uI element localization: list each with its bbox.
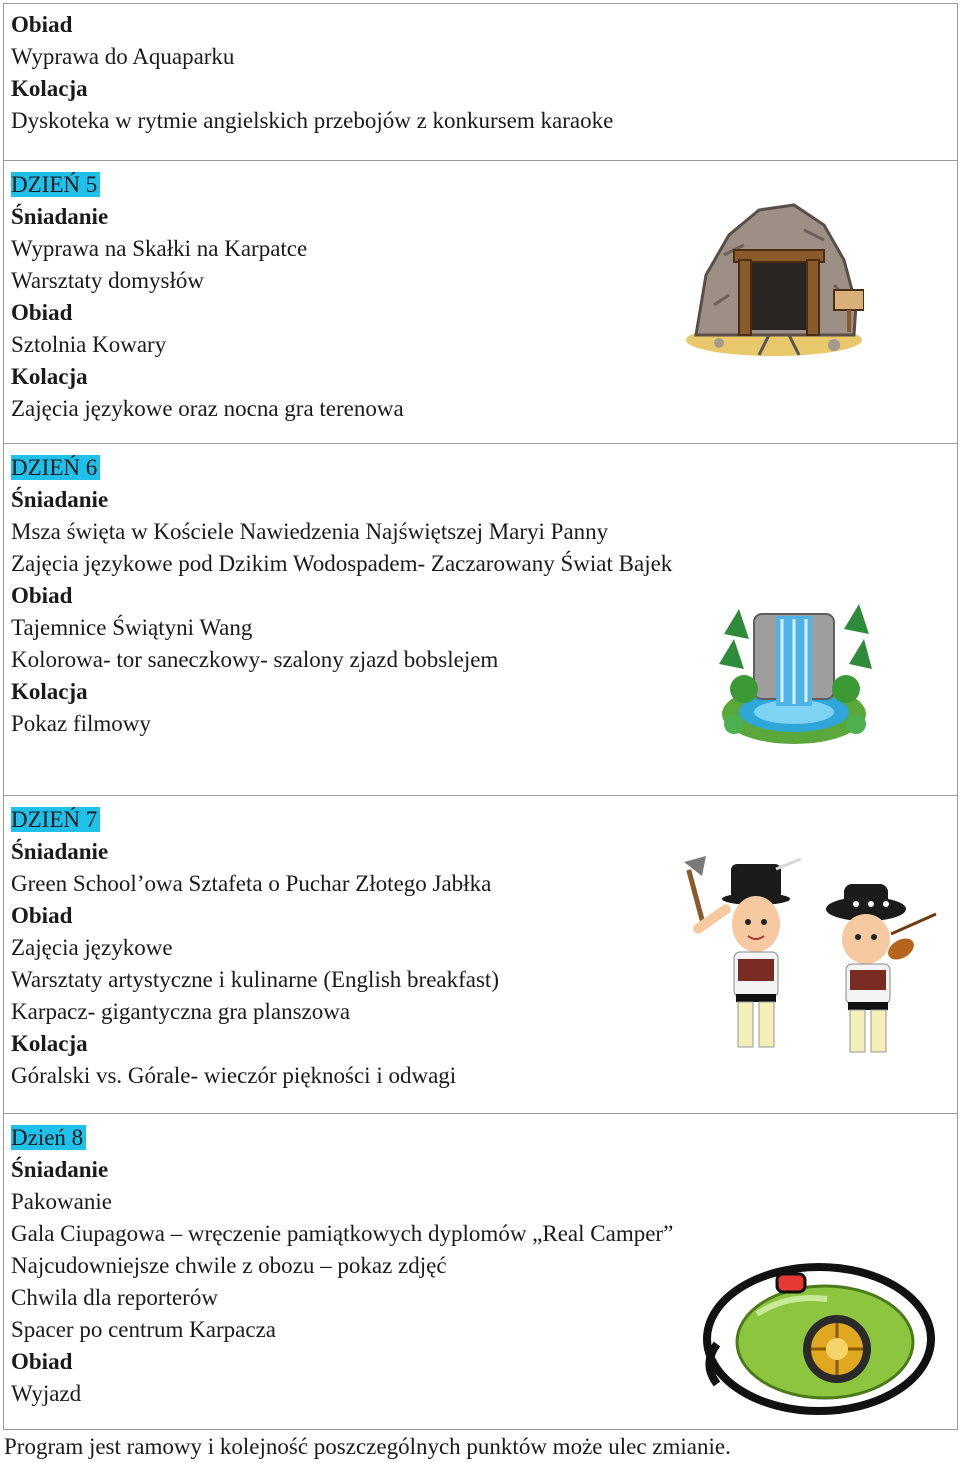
activity-item: Green School’owa Sztafeta o Puchar Złotego Jabłka	[11, 871, 492, 896]
schedule-table	[3, 3, 958, 1430]
activity-item: Gala Ciupagowa – wręczenie pamiątkowych dyplomów „Real Camper”	[11, 1221, 674, 1246]
day8-title: Dzień 8	[11, 1125, 86, 1150]
activity-item: Pokaz filmowy	[11, 711, 151, 736]
activity-item: Sztolnia Kowary	[11, 332, 167, 357]
meal-label: Śniadanie	[11, 1157, 109, 1182]
activity-item: Kolorowa- tor saneczkowy- szalony zjazd bobslejem	[11, 647, 499, 672]
camera-icon	[697, 1254, 942, 1419]
meal-label: Kolacja	[11, 364, 88, 389]
meal-label: Obiad	[11, 300, 73, 325]
activity-item: Karpacz- gigantyczna gra planszowa	[11, 999, 351, 1024]
meal-label: Śniadanie	[11, 839, 109, 864]
day8-cell	[4, 1114, 957, 1429]
activity-item: Wyprawa na Skałki na Karpatce	[11, 236, 308, 261]
day5-title: DZIEŃ 5	[11, 172, 100, 197]
activity-item: Zajęcia językowe oraz nocna gra terenowa	[11, 396, 404, 421]
day-title	[11, 452, 100, 484]
day-title	[11, 1122, 86, 1154]
waterfall-icon	[714, 594, 874, 749]
meal-label: Kolacja	[11, 679, 88, 704]
activity-item: Tajemnice Świątyni Wang	[11, 615, 253, 640]
activity-item: Wyprawa do Aquaparku	[11, 44, 235, 69]
activity-item: Zajęcia językowe pod Dzikim Wodospadem- Zaczarowany Świat Bajek	[11, 551, 673, 576]
meal-label: Kolacja	[11, 1031, 88, 1056]
meal-label: Śniadanie	[11, 204, 109, 229]
day7-cell	[4, 796, 957, 1114]
activity-item: Zajęcia językowe	[11, 935, 173, 960]
activity-item: Spacer po centrum Karpacza	[11, 1317, 276, 1342]
activity-item: Dyskoteka w rytmie angielskich przebojów z konkursem karaoke	[11, 108, 614, 133]
meal-label: Obiad	[11, 1349, 73, 1374]
activity-item: Góralski vs. Górale- wieczór piękności i odwagi	[11, 1063, 457, 1088]
activity-item: Warsztaty domysłów	[11, 268, 204, 293]
activity-item: Pakowanie	[11, 1189, 112, 1214]
meal-label: Obiad	[11, 903, 73, 928]
highlanders-icon	[676, 854, 946, 1059]
activity-item: Warsztaty artystyczne i kulinarne (English breakfast)	[11, 967, 499, 992]
footer-note: Program jest ramowy i kolejność poszczególnych punktów może ulec zmianie.	[4, 1434, 731, 1459]
meal-label: Obiad	[11, 583, 73, 608]
meal-label: Śniadanie	[11, 487, 109, 512]
mine-entrance-icon	[684, 195, 864, 360]
day4-continuation-cell	[4, 4, 957, 161]
activity-item: Najcudowniejsze chwile z obozu – pokaz zdjęć	[11, 1253, 447, 1278]
day6-cell	[4, 444, 957, 796]
day-title	[11, 169, 100, 201]
meal-label: Obiad	[11, 12, 73, 37]
day7-title: DZIEŃ 7	[11, 807, 100, 832]
activity-item: Msza święta w Kościele Nawiedzenia Najświętszej Maryi Panny	[11, 519, 609, 544]
meal-label: Kolacja	[11, 76, 88, 101]
activity-item: Wyjazd	[11, 1381, 82, 1406]
activity-item: Chwila dla reporterów	[11, 1285, 218, 1310]
day-title	[11, 804, 100, 836]
day5-cell	[4, 161, 957, 444]
day6-title: DZIEŃ 6	[11, 455, 100, 480]
